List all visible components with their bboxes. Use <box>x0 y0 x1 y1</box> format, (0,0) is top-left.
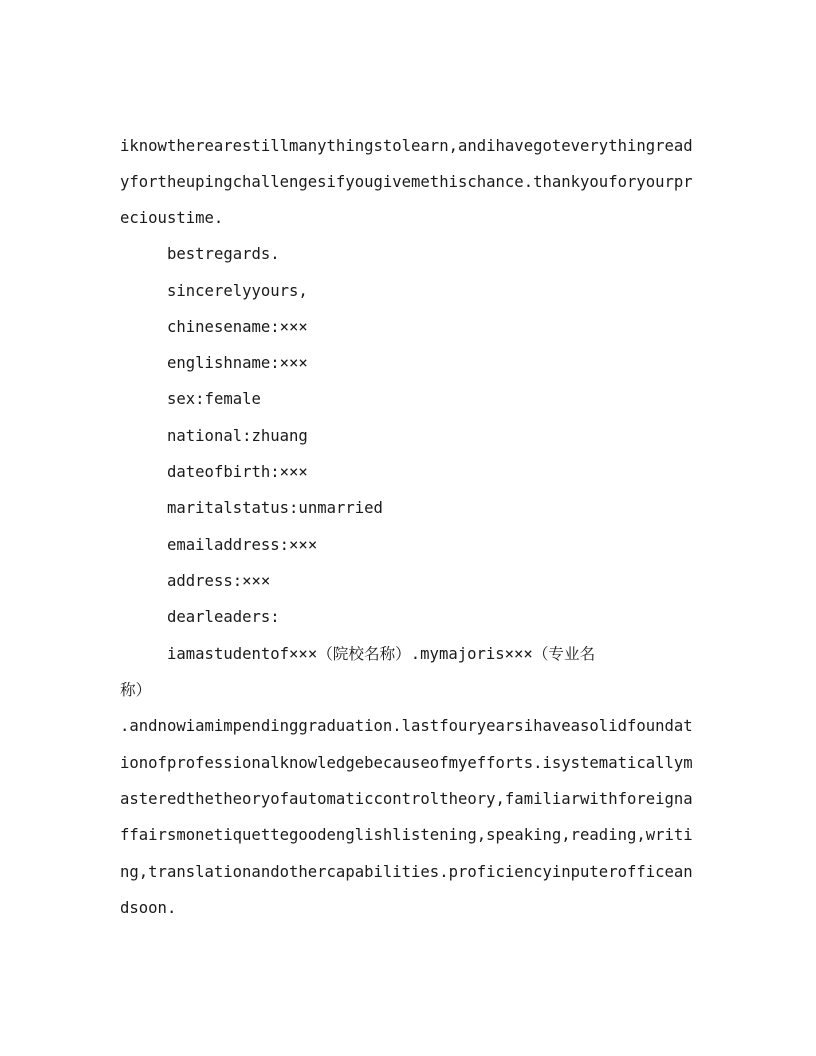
paragraph-line-2: yfortheupingchallengesifyougivemethischance.thankyouforyourpr <box>120 173 693 191</box>
intro-line-1: iamastudentof×××（院校名称）.mymajoris×××（专业名 <box>167 645 596 663</box>
body-line-6: dsoon. <box>120 899 177 917</box>
english-name: englishname:××× <box>167 354 308 372</box>
paragraph-line-1: iknowtherearestillmanythingstolearn,andihavegoteverythingread <box>120 137 693 155</box>
body-line-2: ionofprofessionalknowledgebecauseofmyefforts.isystematicallym <box>120 754 693 772</box>
national: national:zhuang <box>167 427 308 445</box>
chinese-name: chinesename:××× <box>167 318 308 336</box>
body-line-5: ng,translationandothercapabilities.proficiencyinputerofficean <box>120 863 693 881</box>
body-line-1: .andnowiamimpendinggraduation.lastfouryearsihaveasolidfoundat <box>120 717 693 735</box>
email-address: emailaddress:××× <box>167 536 318 554</box>
sex: sex:female <box>167 390 261 408</box>
date-of-birth: dateofbirth:××× <box>167 463 308 481</box>
marital-status: maritalstatus:unmarried <box>167 499 383 517</box>
best-regards: bestregards. <box>167 245 280 263</box>
paragraph-line-3: ecioustime. <box>120 209 224 227</box>
address: address:××× <box>167 572 271 590</box>
body-line-4: ffairsmonetiquettegoodenglishlistening,speaking,reading,writi <box>120 826 693 844</box>
body-line-3: asteredthetheoryofautomaticcontroltheory,familiarwithforeigna <box>120 790 693 808</box>
salutation: dearleaders: <box>167 608 280 626</box>
sincerely-yours: sincerelyyours, <box>167 282 308 300</box>
intro-line-2: 称） <box>120 681 152 699</box>
